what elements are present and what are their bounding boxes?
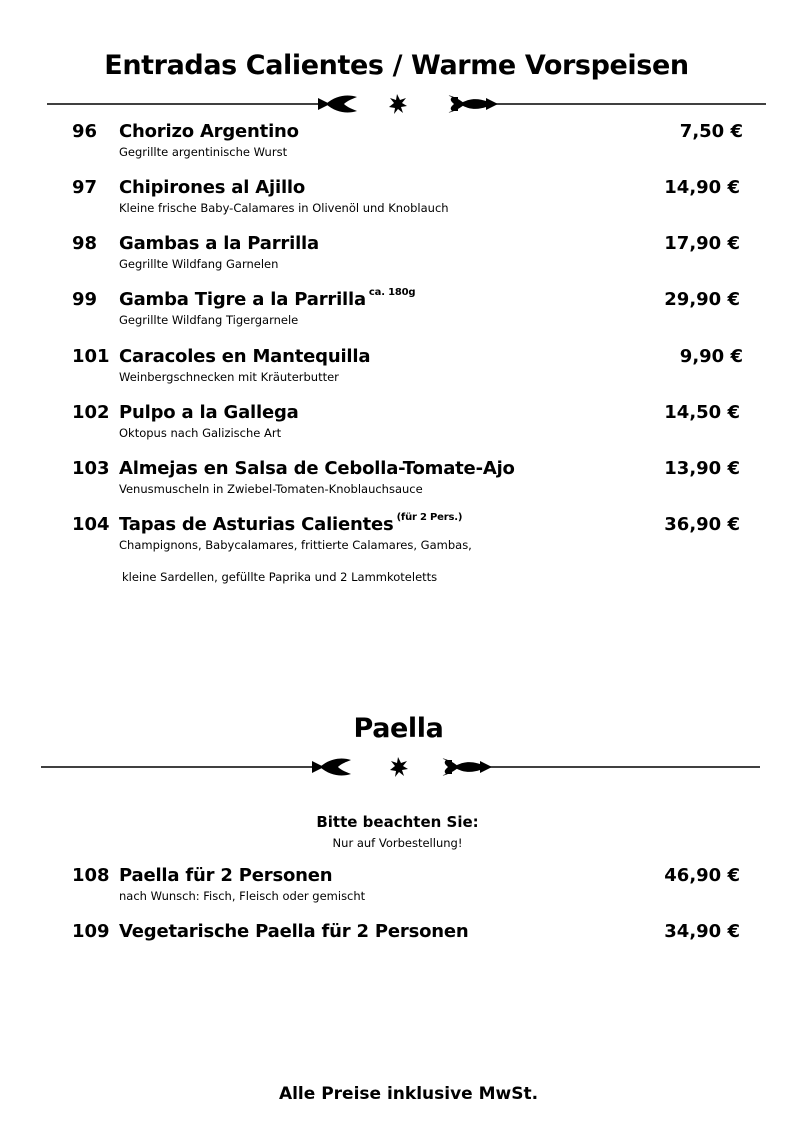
item-price: 14,50 € xyxy=(664,402,740,423)
item-price: 13,90 € xyxy=(664,458,740,479)
item-name: Paella für 2 Personen xyxy=(119,865,333,886)
list-item xyxy=(0,121,793,171)
item-price: 29,90 € xyxy=(664,289,740,310)
ornamental-divider-icon xyxy=(0,89,793,119)
item-name: Vegetarische Paella für 2 Personen xyxy=(119,921,469,942)
list-item xyxy=(0,289,793,339)
item-description: Weinbergschnecken mit Kräuterbutter xyxy=(119,370,339,384)
item-description: Venusmuscheln in Zwiebel-Tomaten-Knoblauchsauce xyxy=(119,482,423,496)
item-description: Gegrillte argentinische Wurst xyxy=(119,145,288,159)
list-item xyxy=(0,346,793,396)
list-item xyxy=(0,177,793,227)
item-number: 99 xyxy=(72,289,98,310)
item-number: 97 xyxy=(72,177,98,198)
item-name: Chorizo Argentino xyxy=(119,121,299,142)
item-number: 98 xyxy=(72,233,98,254)
item-description: Gegrillte Wildfang Garnelen xyxy=(119,257,279,271)
item-name: Pulpo a la Gallega xyxy=(119,402,299,423)
item-description: Kleine frische Baby-Calamares in Olivenöl und Knoblauch xyxy=(119,201,449,215)
notice-text: Nur auf Vorbestellung! xyxy=(332,836,463,850)
item-name: Tapas de Asturias Calientes $^{(für 2 Pers.)}$ xyxy=(119,512,463,535)
item-description-line-2: kleine Sardellen, gefüllte Paprika und 2 Lammkoteletts xyxy=(122,570,438,584)
item-price: 9,90 € xyxy=(679,346,743,367)
item-price: 7,50 € xyxy=(679,121,743,142)
item-size-note: ca. 180g xyxy=(368,287,416,298)
item-number: 108 xyxy=(72,865,110,886)
item-number: 104 xyxy=(72,514,110,535)
footer-note: Alle Preise inklusive MwSt. xyxy=(278,1084,539,1104)
item-price: 14,90 € xyxy=(664,177,740,198)
item-number: 102 xyxy=(72,402,110,423)
item-description: Oktopus nach Galizische Art xyxy=(119,426,282,440)
item-number: 101 xyxy=(72,346,110,367)
item-number: 103 xyxy=(72,458,110,479)
notice-title: Bitte beachten Sie: xyxy=(316,813,479,831)
section-title-paella: Paella xyxy=(353,713,444,744)
item-name: Caracoles en Mantequilla xyxy=(119,346,371,367)
item-name: Almejas en Salsa de Cebolla-Tomate-Ajo xyxy=(119,458,515,479)
list-item xyxy=(0,402,793,452)
star-ornament-icon xyxy=(390,757,408,777)
list-item xyxy=(0,865,793,915)
item-price: 17,90 € xyxy=(664,233,740,254)
item-name: Gambas a la Parrilla xyxy=(119,233,319,254)
item-name: Chipirones al Ajillo xyxy=(119,177,306,198)
item-description: Gegrillte Wildfang Tigergarnele xyxy=(119,313,299,327)
item-price: 36,90 € xyxy=(664,514,740,535)
star-ornament-icon xyxy=(389,94,407,114)
list-item xyxy=(0,458,793,508)
item-description: Champignons, Babycalamares, frittierte Calamares, Gambas, xyxy=(119,538,472,552)
item-number: 109 xyxy=(72,921,110,942)
item-description: nach Wunsch: Fisch, Fleisch oder gemischt xyxy=(119,889,366,903)
item-portion-note: (für 2 Pers.) xyxy=(396,512,463,523)
item-price: 34,90 € xyxy=(664,921,740,942)
list-item xyxy=(0,514,793,594)
item-price: 46,90 € xyxy=(664,865,740,886)
section-title-entradas: Entradas Calientes / Warme Vorspeisen xyxy=(104,50,689,81)
ornamental-divider-icon xyxy=(0,752,793,782)
list-item xyxy=(0,921,793,971)
list-item xyxy=(0,233,793,283)
item-number: 96 xyxy=(72,121,98,142)
item-name: Gamba Tigre a la Parrilla $^{ca. 180g}$ xyxy=(119,287,416,310)
